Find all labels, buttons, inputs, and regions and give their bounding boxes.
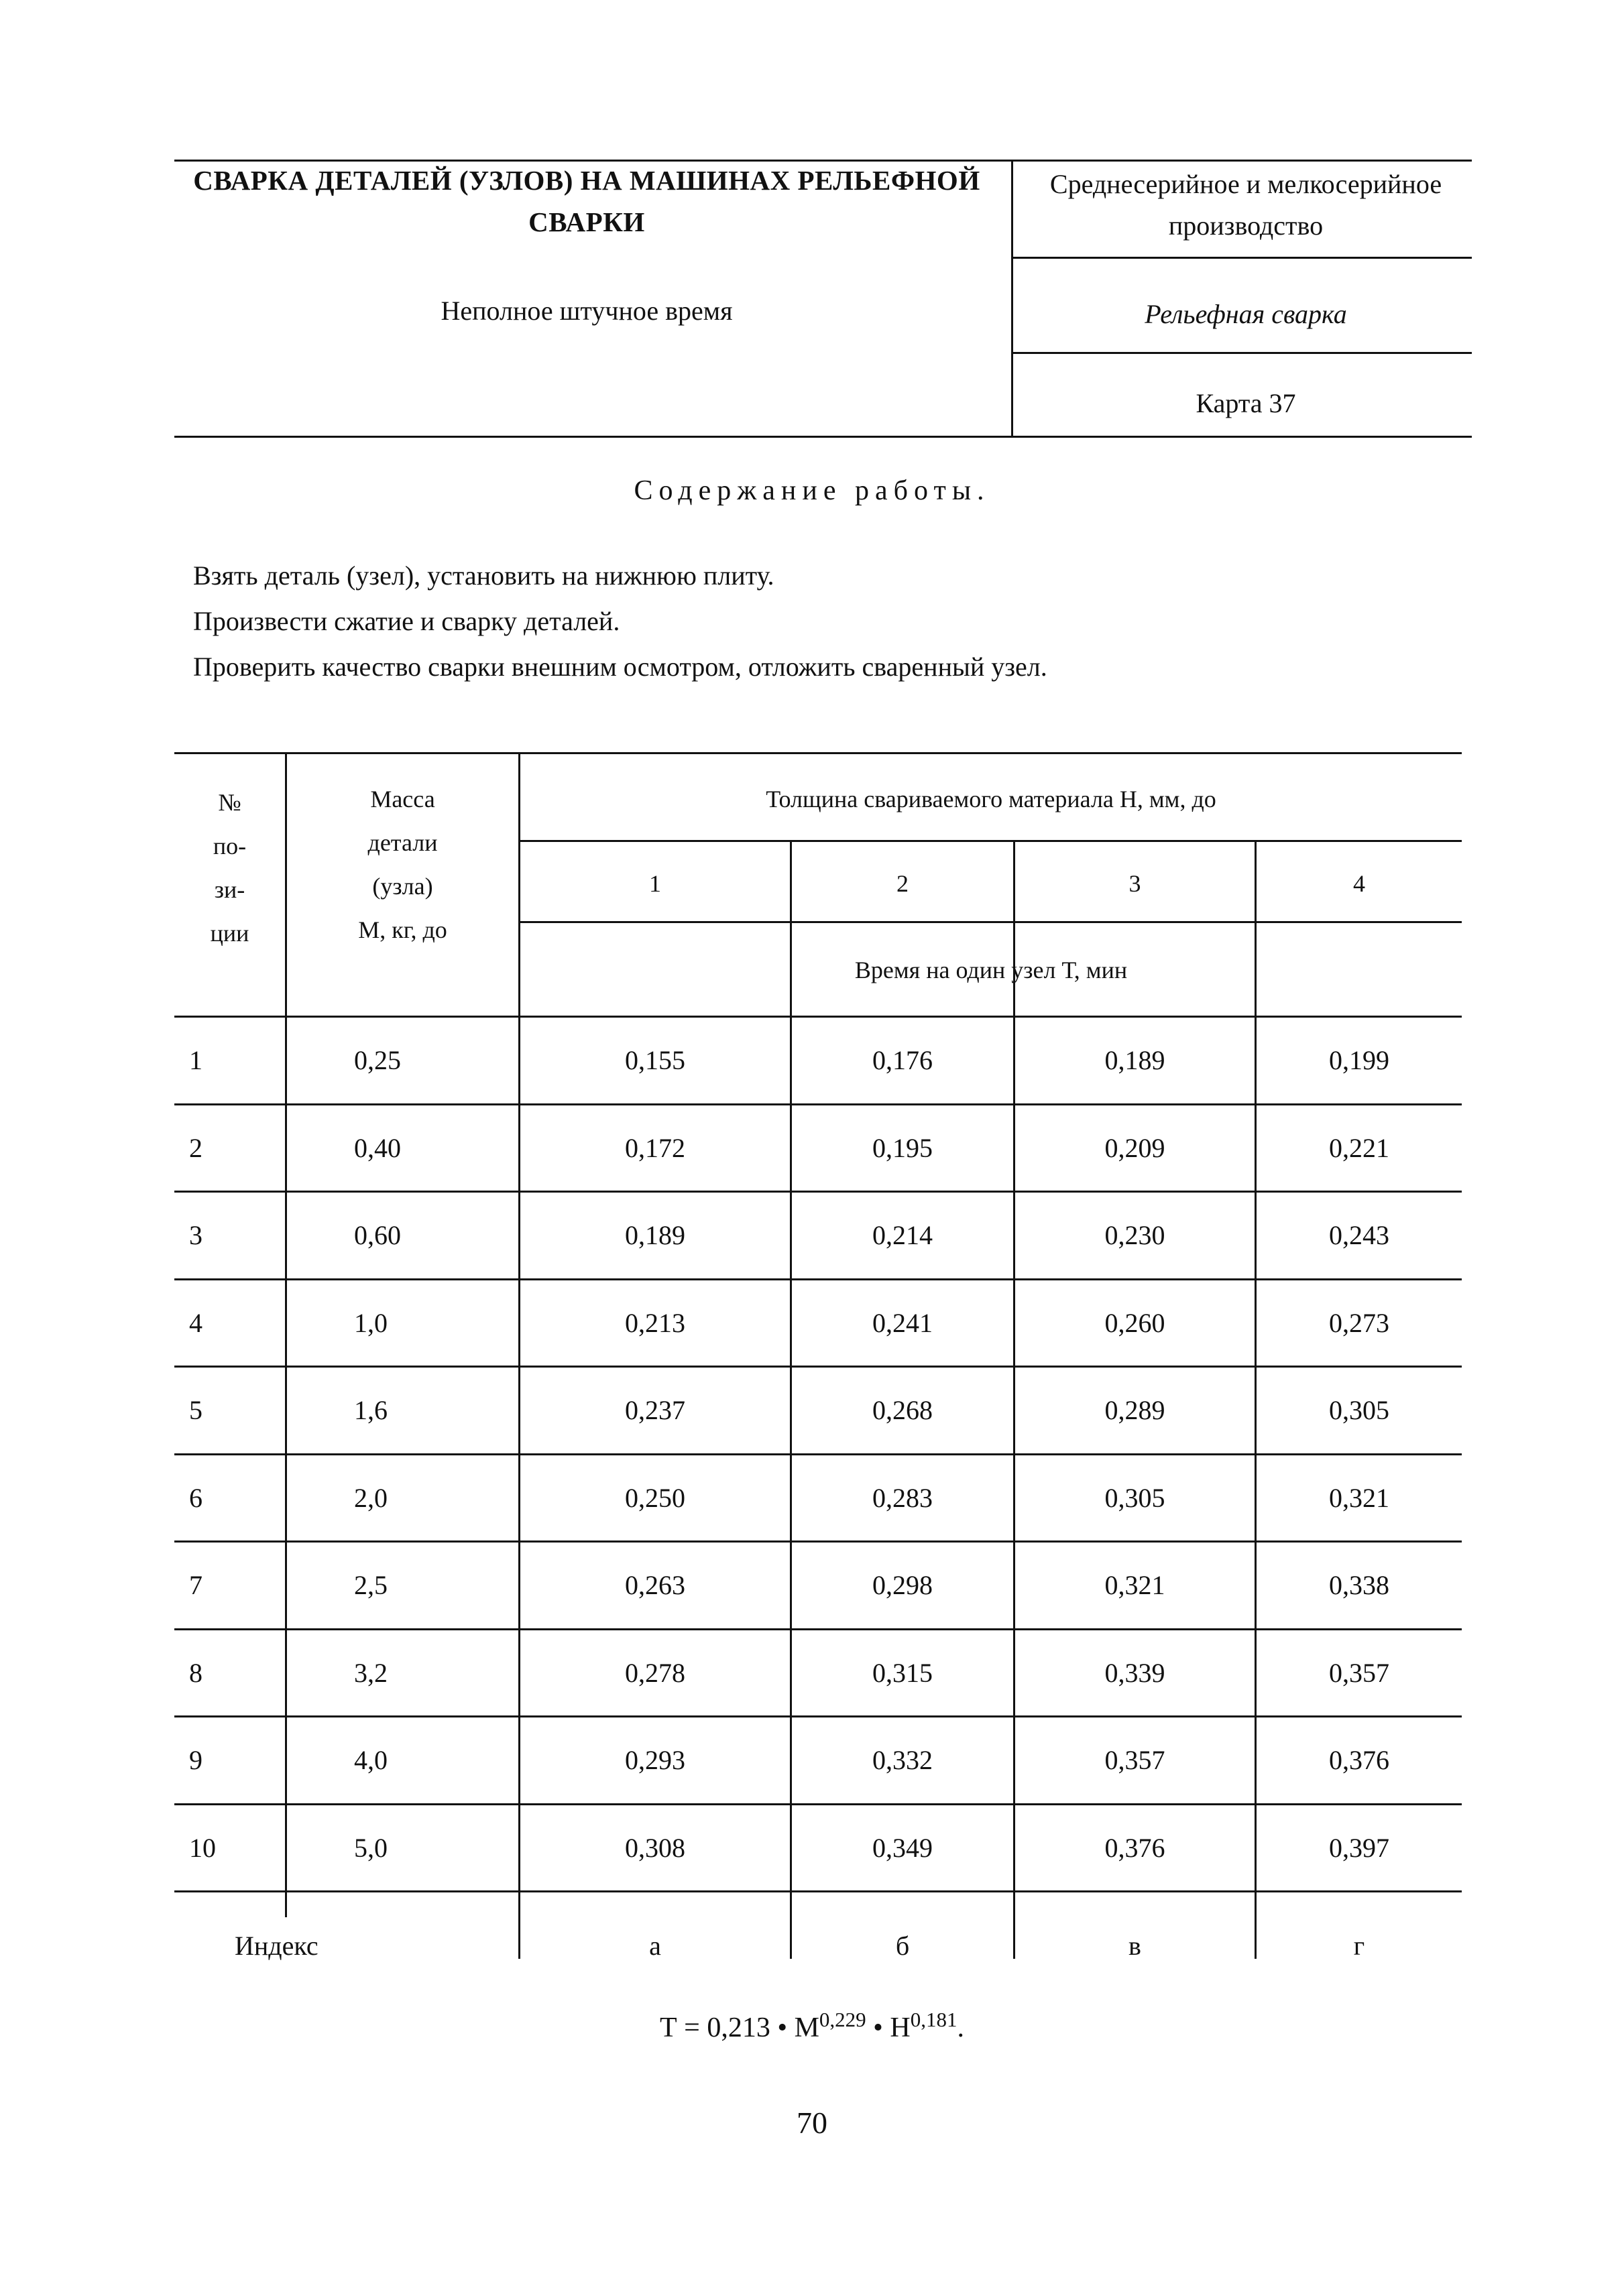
formula: [0, 2008, 1624, 2044]
card-number: Карта 37: [1196, 388, 1296, 418]
time-h3: 0,305: [1104, 1483, 1165, 1513]
time-h2: 0,176: [872, 1045, 933, 1075]
index-v: в: [1128, 1930, 1141, 1961]
row-position: 1: [189, 1045, 202, 1075]
time-h4: 0,273: [1329, 1308, 1389, 1338]
time-h2: 0,349: [872, 1833, 933, 1863]
time-h1: 0,250: [625, 1483, 685, 1513]
index-g: г: [1353, 1930, 1365, 1961]
time-label-rule: [520, 921, 1462, 923]
col-mass-header-text: Масса детали (узла) М, кг, до: [358, 786, 447, 943]
row-position: 6: [189, 1483, 202, 1513]
time-h3: 0,230: [1104, 1220, 1165, 1250]
col-position-header: [174, 781, 285, 955]
time-h2: 0,283: [872, 1483, 933, 1513]
row-mass: 5,0: [354, 1833, 388, 1863]
row-mass: 0,40: [354, 1133, 401, 1163]
time-h2: 0,332: [872, 1745, 933, 1775]
time-h1: 0,172: [625, 1133, 685, 1163]
formula-base: Т = 0,213 • М: [660, 2012, 819, 2043]
row-mass: 0,25: [354, 1045, 401, 1075]
row-position: 3: [189, 1220, 202, 1250]
col-mass-header: [287, 778, 518, 952]
header-right-rule-1: [1011, 257, 1472, 259]
document-subtitle: Неполное штучное время: [441, 296, 733, 326]
header-bottom-rule: [174, 436, 1472, 438]
time-h2: 0,195: [872, 1133, 933, 1163]
row-position: 2: [189, 1133, 202, 1163]
time-h2: 0,298: [872, 1570, 933, 1600]
time-h1: 0,213: [625, 1308, 685, 1338]
time-h1: 0,155: [625, 1045, 685, 1075]
time-h1: 0,189: [625, 1220, 685, 1250]
thickness-1: 1: [649, 870, 661, 897]
formula-mid: • Н: [866, 2012, 911, 2043]
time-h3: 0,357: [1104, 1745, 1165, 1775]
instruction-1: Взять деталь (узел), установить на нижнюю плиту.: [193, 560, 774, 591]
row-mass: 0,60: [354, 1220, 401, 1250]
thickness-4: 4: [1353, 870, 1365, 897]
time-h3: 0,189: [1104, 1045, 1165, 1075]
row-position: 10: [189, 1833, 216, 1863]
production-type: Среднесерийное и мелкосерийное производство: [1049, 169, 1442, 241]
time-h3: 0,321: [1104, 1570, 1165, 1600]
instruction-2: Произвести сжатие и сварку деталей.: [193, 606, 620, 636]
time-h4: 0,305: [1329, 1395, 1389, 1425]
row-mass: 2,5: [354, 1570, 388, 1600]
thickness-rule: [520, 840, 1462, 842]
time-h3: 0,289: [1104, 1395, 1165, 1425]
row-mass: 2,0: [354, 1483, 388, 1513]
time-h1: 0,278: [625, 1658, 685, 1688]
header-right-rule-2: [1011, 352, 1472, 354]
row-position: 9: [189, 1745, 202, 1775]
index-a: а: [649, 1930, 661, 1961]
index-b: б: [895, 1930, 910, 1961]
time-h2: 0,214: [872, 1220, 933, 1250]
time-h4: 0,321: [1329, 1483, 1389, 1513]
time-h1: 0,293: [625, 1745, 685, 1775]
document-title: СВАРКА ДЕТАЛЕЙ (УЗЛОВ) НА МАШИНАХ РЕЛЬЕФНОЙ СВАРКИ: [193, 165, 980, 237]
row-position: 5: [189, 1395, 202, 1425]
content-heading: Содержание работы.: [634, 475, 990, 506]
formula-exp-m: 0,229: [819, 2008, 866, 2031]
thickness-2: 2: [896, 870, 909, 897]
time-h4: 0,338: [1329, 1570, 1389, 1600]
time-h4: 0,243: [1329, 1220, 1389, 1250]
time-h3: 0,376: [1104, 1833, 1165, 1863]
time-h1: 0,308: [625, 1833, 685, 1863]
header-divider: [1011, 160, 1013, 438]
row-mass: 1,0: [354, 1308, 388, 1338]
row-rule: [174, 1890, 1462, 1892]
row-position: 4: [189, 1308, 202, 1338]
time-h3: 0,209: [1104, 1133, 1165, 1163]
row-mass: 4,0: [354, 1745, 388, 1775]
col-thickness-header: Толщина свариваемого материала Н, мм, до: [766, 786, 1216, 812]
table-top-rule: [174, 752, 1462, 754]
instruction-3: Проверить качество сварки внешним осмотром, отложить сваренный узел.: [193, 652, 1047, 682]
row-mass: 1,6: [354, 1395, 388, 1425]
time-h4: 0,357: [1329, 1658, 1389, 1688]
time-label: Время на один узел Т, мин: [854, 957, 1128, 983]
thickness-3: 3: [1128, 870, 1141, 897]
page-number: 70: [797, 2106, 827, 2140]
time-h1: 0,237: [625, 1395, 685, 1425]
time-h4: 0,376: [1329, 1745, 1389, 1775]
row-position: 8: [189, 1658, 202, 1688]
col-position-header-text: № по- зи- ции: [210, 789, 249, 947]
time-h4: 0,221: [1329, 1133, 1389, 1163]
weld-type: Рельефная сварка: [1145, 299, 1347, 329]
time-h2: 0,315: [872, 1658, 933, 1688]
time-h3: 0,260: [1104, 1308, 1165, 1338]
formula-exp-h: 0,181: [910, 2008, 958, 2031]
time-h2: 0,241: [872, 1308, 933, 1338]
time-h4: 0,397: [1329, 1833, 1389, 1863]
row-mass: 3,2: [354, 1658, 388, 1688]
row-position: 7: [189, 1570, 202, 1600]
time-h4: 0,199: [1329, 1045, 1389, 1075]
time-h1: 0,263: [625, 1570, 685, 1600]
time-h2: 0,268: [872, 1395, 933, 1425]
formula-end: .: [957, 2012, 964, 2043]
index-label: Индекс: [235, 1930, 318, 1961]
time-h3: 0,339: [1104, 1658, 1165, 1688]
